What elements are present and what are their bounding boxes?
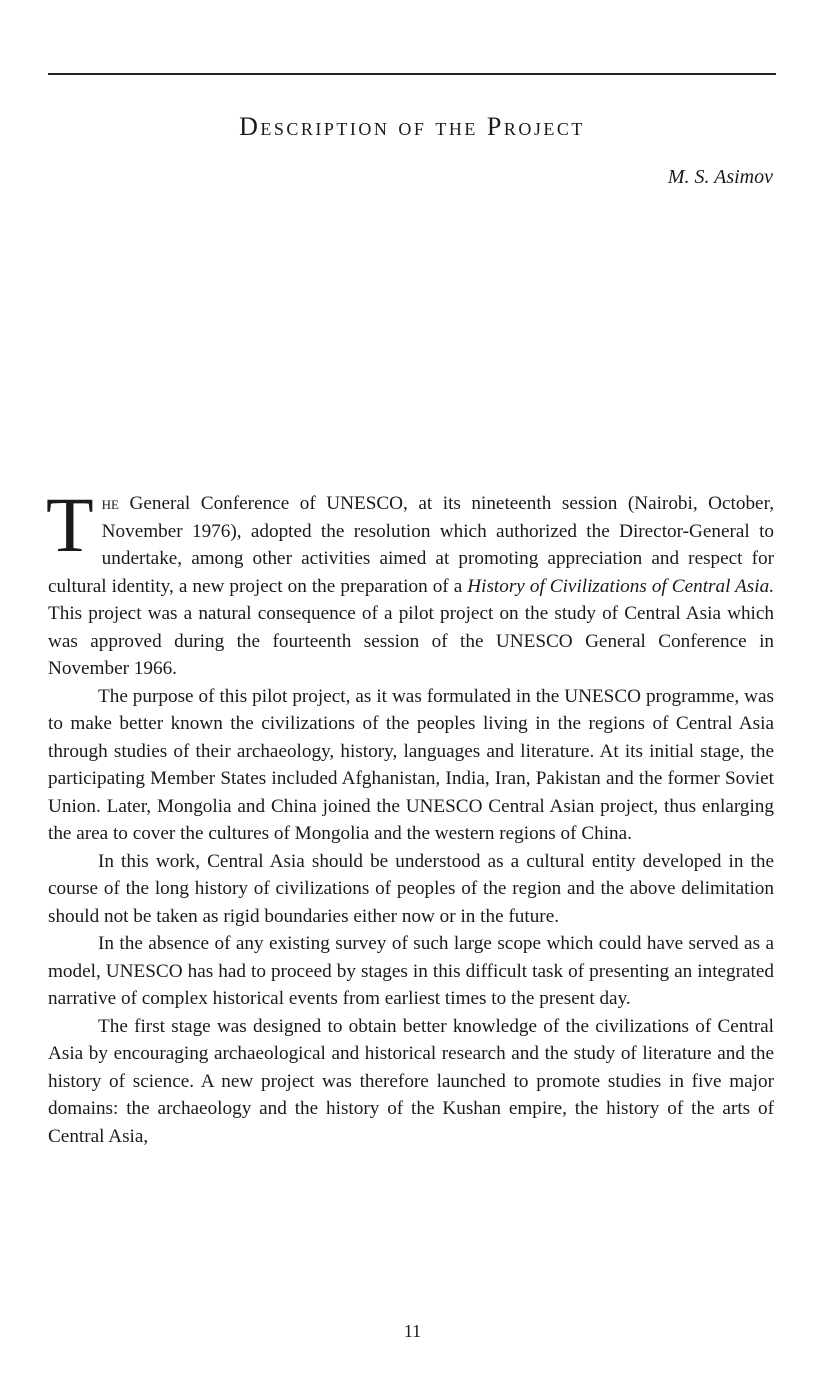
paragraph-1-text-b: This project was a natural consequence of a pilot project on the study of Central Asia which was approved during the fourteenth session of the UNESCO General Conference in November 1966. xyxy=(48,603,774,679)
drop-cap: T xyxy=(46,481,94,568)
lead-word: he xyxy=(101,493,119,514)
paragraph-5: The first stage was designed to obtain better knowledge of the civilizations of Central Asia by encouraging archaeological and historical research and the study of literature and the history of science. A new project was therefore launched to promote studies in five major domains: the archaeology and the history of the Kushan empire, the history of the arts of Central Asia, xyxy=(48,1015,774,1147)
paragraph-4: In the absence of any existing survey of such large scope which could have served as a model, UNESCO has had to proceed by stages in this difficult task of presenting an integrated narrative of complex historical events from earliest times to the present day. xyxy=(48,933,774,1009)
page-number: 11 xyxy=(403,1321,422,1341)
author-name: M. S. Asimov xyxy=(667,166,773,188)
header-rule xyxy=(48,73,776,75)
body-text xyxy=(46,481,774,1150)
paragraph-3: In this work, Central Asia should be understood as a cultural entity developed in the course of the long history of civilizations of peoples of the region and the above delimitation should not be taken as rigid boundaries either now or in the future. xyxy=(48,850,774,927)
paragraph-2: The purpose of this pilot project, as it was formulated in the UNESCO programme, was to make better known the civilizations of the peoples living in the regions of Central Asia through studies of their archaeology, history, languages and literature. At its initial stage, the participating Member States included Afghanistan, India, Iran, Pakistan and the former Soviet Union. Later, Mongolia and China joined the UNESCO Central Asian project, thus enlarging the area to cover the cultures of Mongolia and the western regions of China. xyxy=(48,685,774,844)
chapter-title: Description of the Project xyxy=(239,112,585,141)
paragraph-1 xyxy=(46,481,774,683)
book-title-italic: History of Civilizations of Central Asia. xyxy=(467,575,774,597)
paragraph-1-text-a: General Conference of UNESCO, at its nineteenth session (Nairobi, October, November 1976), adopted the resolution which authorized the Director-General to undertake, among other activities aimed at promoting appreciation and respect for cultural identity, a new project on the preparation of a xyxy=(48,493,774,597)
